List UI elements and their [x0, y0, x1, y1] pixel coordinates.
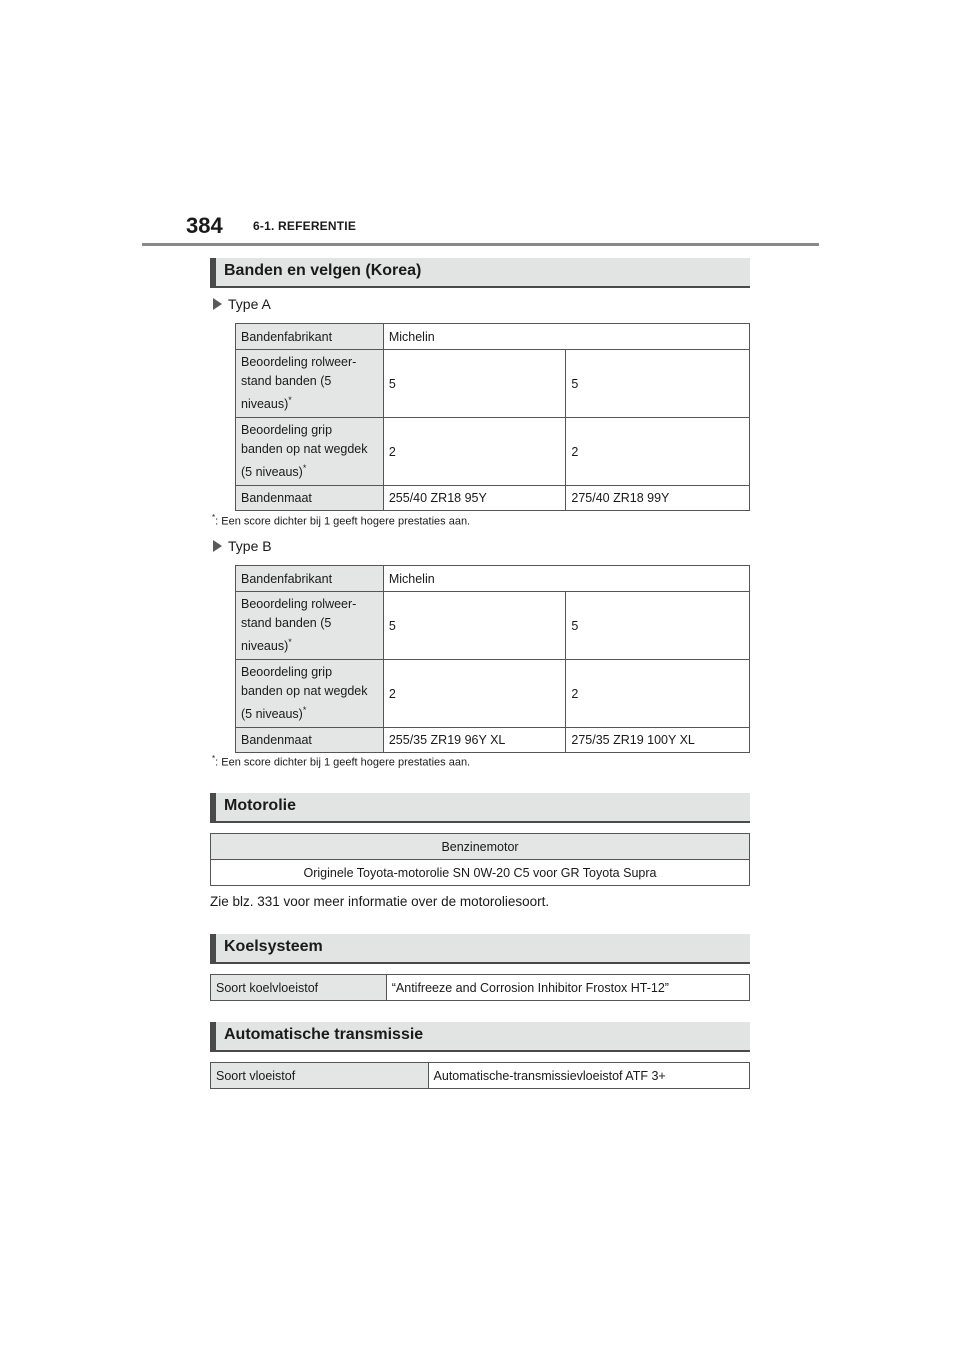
type-a-label-text: Type A — [228, 296, 271, 312]
footnote-type-b — [212, 754, 470, 769]
header-divider — [142, 243, 819, 246]
chapter-title: 6-1. REFERENTIE — [253, 219, 357, 233]
oil-engine-header: Benzinemotor — [211, 834, 750, 860]
coolant-type-value: “Antifreeze and Corrosion Inhibitor Frostox HT-12” — [386, 975, 749, 1001]
wet-grip-value-rear: 2 — [566, 660, 750, 728]
wet-grip-value-front: 2 — [383, 418, 566, 486]
rolling-resistance-label — [236, 350, 384, 418]
footnote-mark: * — [302, 705, 307, 716]
wet-grip-label — [236, 660, 384, 728]
tire-table-type-b — [235, 565, 750, 753]
arrow-right-icon — [213, 298, 222, 310]
label-line: Beoordeling grip — [241, 665, 333, 680]
type-b-label — [213, 538, 272, 554]
coolant-table — [210, 974, 750, 1001]
type-a-label — [213, 296, 271, 312]
table-row — [236, 418, 750, 486]
label-line: Beoordeling grip — [241, 423, 333, 438]
table-row — [211, 975, 750, 1001]
section-heading-transmission-text: Automatische transmissie — [224, 1026, 424, 1043]
tire-size-rear: 275/35 ZR19 100Y XL — [566, 728, 750, 753]
oil-spec-value: Originele Toyota-motorolie SN 0W-20 C5 voor GR Toyota Supra — [211, 860, 750, 886]
coolant-type-label: Soort koelvloeistof — [211, 975, 387, 1001]
label-line: niveaus) — [241, 639, 289, 654]
rolling-resistance-label — [236, 592, 384, 660]
label-line: (5 niveaus) — [241, 707, 303, 722]
tire-size-label: Bandenmaat — [236, 728, 384, 753]
oil-reference-note: Zie blz. 331 voor meer informatie over de motoroliesoort. — [210, 894, 550, 909]
section-heading-coolant-text: Koelsysteem — [224, 938, 323, 955]
table-row — [211, 860, 750, 886]
oil-table — [210, 833, 750, 886]
rolling-resistance-value-rear: 5 — [566, 350, 750, 418]
table-row — [236, 592, 750, 660]
table-row — [236, 350, 750, 418]
table-row — [236, 324, 750, 350]
rolling-resistance-value-rear: 5 — [566, 592, 750, 660]
tire-size-rear: 275/40 ZR18 99Y — [566, 486, 750, 511]
table-row — [236, 660, 750, 728]
table-row — [236, 728, 750, 753]
section-heading-oil — [210, 793, 750, 823]
tire-size-label: Bandenmaat — [236, 486, 384, 511]
tire-table-type-a — [235, 323, 750, 511]
arrow-right-icon — [213, 540, 222, 552]
section-heading-oil-text: Motorolie — [224, 797, 296, 814]
section-heading-coolant — [210, 934, 750, 964]
label-line: stand banden (5 — [241, 616, 332, 630]
rolling-resistance-value-front: 5 — [383, 592, 566, 660]
manufacturer-value: Michelin — [383, 324, 749, 350]
label-line: stand banden (5 — [241, 374, 332, 388]
tire-size-front: 255/40 ZR18 95Y — [383, 486, 566, 511]
transmission-fluid-value: Automatische-transmissievloeistof ATF 3+ — [428, 1063, 749, 1089]
footnote-text: : Een score dichter bij 1 geeft hogere prestaties aan. — [215, 515, 471, 528]
wet-grip-label — [236, 418, 384, 486]
rolling-resistance-value-front: 5 — [383, 350, 566, 418]
section-heading-transmission — [210, 1022, 750, 1052]
table-row — [236, 486, 750, 511]
label-line: (5 niveaus) — [241, 465, 303, 480]
section-heading-tires-text: Banden en velgen (Korea) — [224, 262, 422, 279]
label-line: Beoordeling rolweer- — [241, 597, 357, 611]
footnote-mark: * — [212, 513, 216, 522]
footnote-mark: * — [288, 395, 292, 405]
table-row — [211, 834, 750, 860]
footnote-type-a — [212, 513, 470, 528]
type-b-label-text: Type B — [228, 538, 272, 554]
label-line: niveaus) — [241, 397, 289, 412]
footnote-mark: * — [288, 637, 292, 647]
table-row — [211, 1063, 750, 1089]
footnote-text: : Een score dichter bij 1 geeft hogere prestaties aan. — [215, 756, 471, 769]
tire-size-front: 255/35 ZR19 96Y XL — [383, 728, 566, 753]
manufacturer-label: Bandenfabrikant — [236, 566, 384, 592]
footnote-mark: * — [212, 754, 216, 763]
wet-grip-value-front: 2 — [383, 660, 566, 728]
section-heading-tires — [210, 258, 750, 288]
wet-grip-value-rear: 2 — [566, 418, 750, 486]
page-number: 384 — [186, 213, 223, 238]
label-line: banden op nat wegdek — [241, 442, 368, 457]
manufacturer-value: Michelin — [383, 566, 749, 592]
label-line: Beoordeling rolweer- — [241, 355, 357, 369]
footnote-mark: * — [302, 463, 307, 474]
transmission-table — [210, 1062, 750, 1089]
table-row — [236, 566, 750, 592]
label-line: banden op nat wegdek — [241, 684, 368, 699]
manufacturer-label: Bandenfabrikant — [236, 324, 384, 350]
transmission-fluid-label: Soort vloeistof — [211, 1063, 429, 1089]
